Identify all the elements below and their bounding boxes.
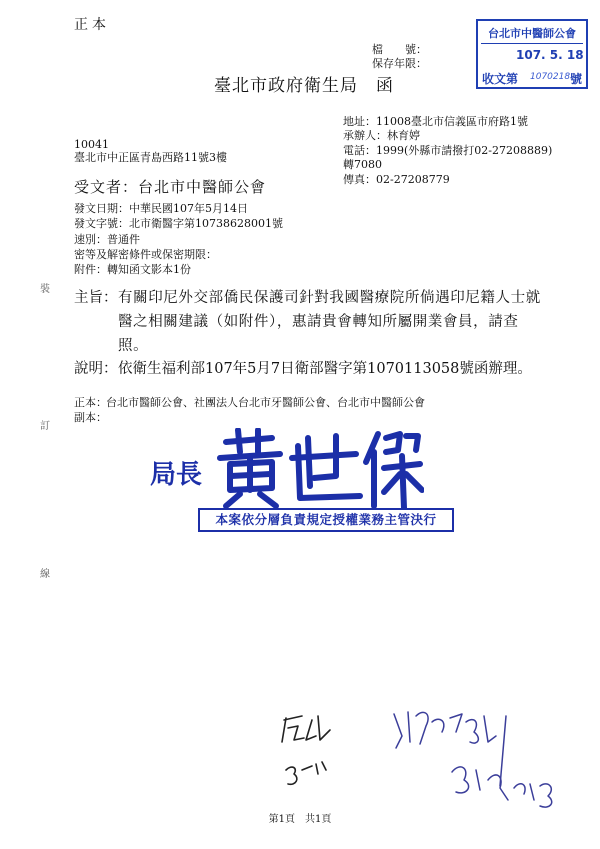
binding-mark-xian: 線 xyxy=(40,569,50,580)
copy-recipients-label: 副本： xyxy=(74,411,107,424)
sender-contact: 承辦人：林育婷 xyxy=(343,129,420,143)
stamp-received-number: 1070218 xyxy=(530,72,571,82)
sender-phone: 電話：1999(外縣市請撥打02-27208889) xyxy=(343,143,553,157)
original-recipients-label: 正本： xyxy=(74,396,107,409)
original-recipients: 台北市醫師公會、社團法人台北市牙醫師公會、台北市中醫師公會 xyxy=(106,396,425,409)
page-number: 第1頁 共1頁 xyxy=(268,814,332,825)
confidentiality: 密等及解密條件或保密期限： xyxy=(74,248,217,261)
explanation-label: 說明： xyxy=(74,361,118,377)
attachment: 附件：轉知函文影本1份 xyxy=(74,263,191,276)
explanation-text: 依衛生福利部107年5月7日衛部醫字第1070113058號函辦理。 xyxy=(118,361,532,377)
received-stamp xyxy=(476,19,588,89)
recipient: 受文者：台北市中醫師公會 xyxy=(74,178,267,196)
sender-info xyxy=(343,115,552,187)
stamp-divider xyxy=(481,43,583,44)
subject-label: 主旨： xyxy=(74,290,118,306)
delegation-note: 本案依分層負責規定授權業務主管決行 xyxy=(198,508,454,532)
stamp-organization: 台北市中醫師公會 xyxy=(488,27,576,40)
doc-number-label: 檔 號： xyxy=(372,43,427,56)
handwritten-note-left xyxy=(282,716,330,784)
sender-address: 地址：11008臺北市信義區市府路1號 xyxy=(343,115,528,128)
document-title: 臺北市政府衛生局 函 xyxy=(214,76,394,96)
director-signature xyxy=(214,428,424,510)
stamp-received-label: 收文第 xyxy=(482,72,519,86)
copy-type-label: 正本 xyxy=(74,17,110,33)
stamp-date: 107. 5. 18 xyxy=(516,48,584,62)
sender-fax: 傳真：02-27208779 xyxy=(343,172,450,186)
retention-period-label: 保存年限： xyxy=(372,57,427,70)
subject-text: 有關印尼外交部僑民保護司針對我國醫療院所倘遇印尼籍人士就醫之相關建議（如附件），惠請貴會轉知所屬開業會員，請查照。 xyxy=(118,290,541,354)
issue-date: 發文日期：中華民國107年5月14日 xyxy=(74,202,248,215)
director-title: 局長 xyxy=(150,460,203,490)
delivery-type: 速別：普通件 xyxy=(74,233,140,246)
stamp-number-suffix: 號 xyxy=(569,72,582,86)
binding-mark-zhuang: 裝 xyxy=(40,284,50,295)
handwritten-note-right xyxy=(394,712,552,807)
recipient-postal-code: 10041 xyxy=(74,138,109,151)
issue-number: 發文字號：北市衛醫字第10738628001號 xyxy=(74,217,283,230)
sender-extension: 轉7080 xyxy=(343,158,382,172)
recipient-address: 臺北市中正區青島西路11號3樓 xyxy=(74,151,227,164)
binding-mark-ding: 訂 xyxy=(40,421,50,432)
